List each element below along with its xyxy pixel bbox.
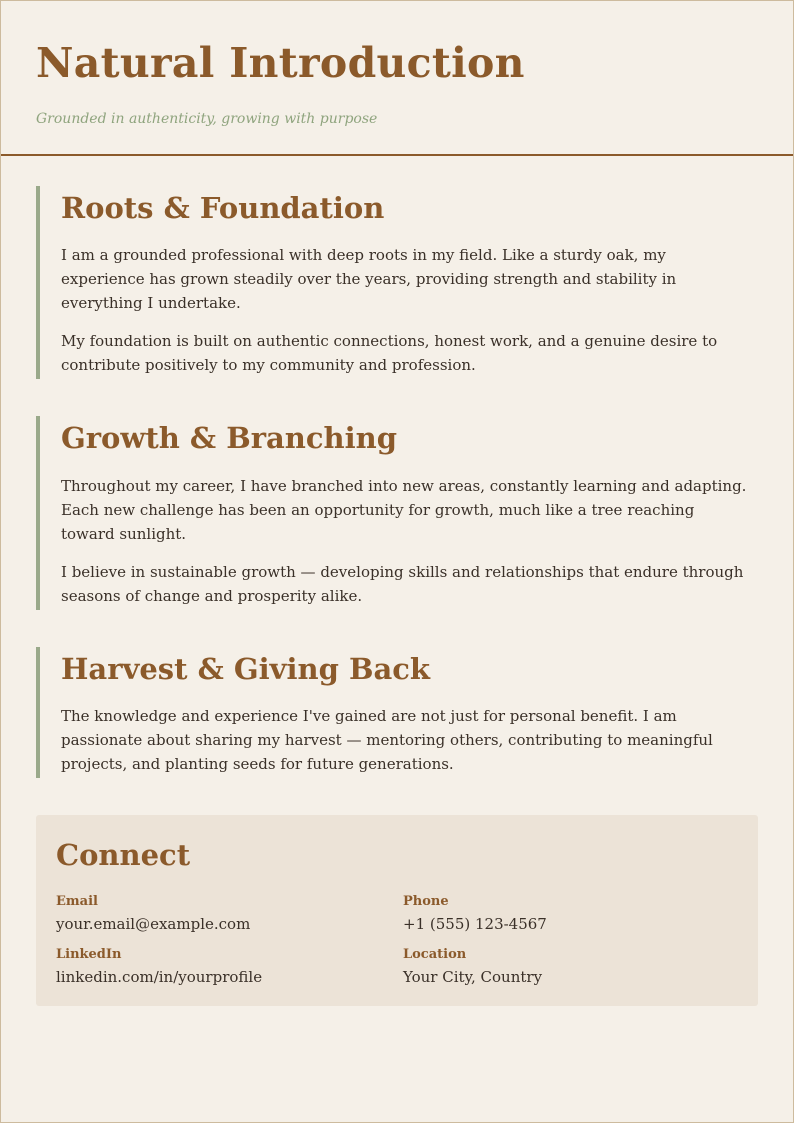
section-harvest-giving-back: [36, 647, 758, 778]
section-heading: Harvest & Giving Back: [61, 651, 431, 686]
contact-label: LinkedIn: [56, 947, 122, 963]
contact-label: Email: [56, 894, 98, 910]
page-header: [1, 1, 793, 156]
contact-location: [403, 947, 738, 986]
location-value: Your City, Country: [403, 968, 543, 987]
section-roots-foundation: [36, 186, 758, 379]
section-paragraph: The knowledge and experience I've gained are not just for personal benefit. I am passionate about sharing my harvest — mentoring others, contributing to meaningful projects, and planting seeds for future generations.: [61, 707, 713, 774]
contact-linkedin: [56, 947, 403, 986]
section-growth-branching: [36, 416, 758, 609]
linkedin-value[interactable]: linkedin.com/in/yourprofile: [56, 968, 263, 987]
section-paragraph: I believe in sustainable growth — developing skills and relationships that endure through seasons of change and prosperity alike.: [61, 562, 744, 605]
section-heading: Growth & Branching: [61, 421, 397, 456]
section-paragraph: My foundation is built on authentic connections, honest work, and a genuine desire to contribute positively to my community and profession.: [61, 332, 718, 375]
contact-label: Location: [403, 947, 467, 963]
email-value[interactable]: your.email@example.com: [56, 915, 251, 934]
section-heading: Roots & Foundation: [61, 191, 385, 225]
tagline: Grounded in authenticity, growing with purpose: [36, 111, 378, 127]
contact-grid: [56, 894, 738, 986]
contact-label: Phone: [403, 894, 449, 910]
contact-email: [56, 894, 403, 933]
section-paragraph: Throughout my career, I have branched into new areas, constantly learning and adapting. Each new challenge has been an opportunity for growth, much like a tree reaching toward sunlight.: [61, 476, 747, 543]
contact-phone: [403, 894, 738, 933]
connect-panel: [36, 815, 758, 1006]
connect-heading: Connect: [56, 838, 191, 873]
page-title: Natural Introduction: [36, 39, 525, 87]
phone-value[interactable]: +1 (555) 123-4567: [403, 915, 547, 934]
main-content: [1, 156, 793, 1006]
section-paragraph: I am a grounded professional with deep roots in my field. Like a sturdy oak, my experience has grown steadily over the years, providing strength and stability in everything I undertake.: [61, 246, 677, 313]
